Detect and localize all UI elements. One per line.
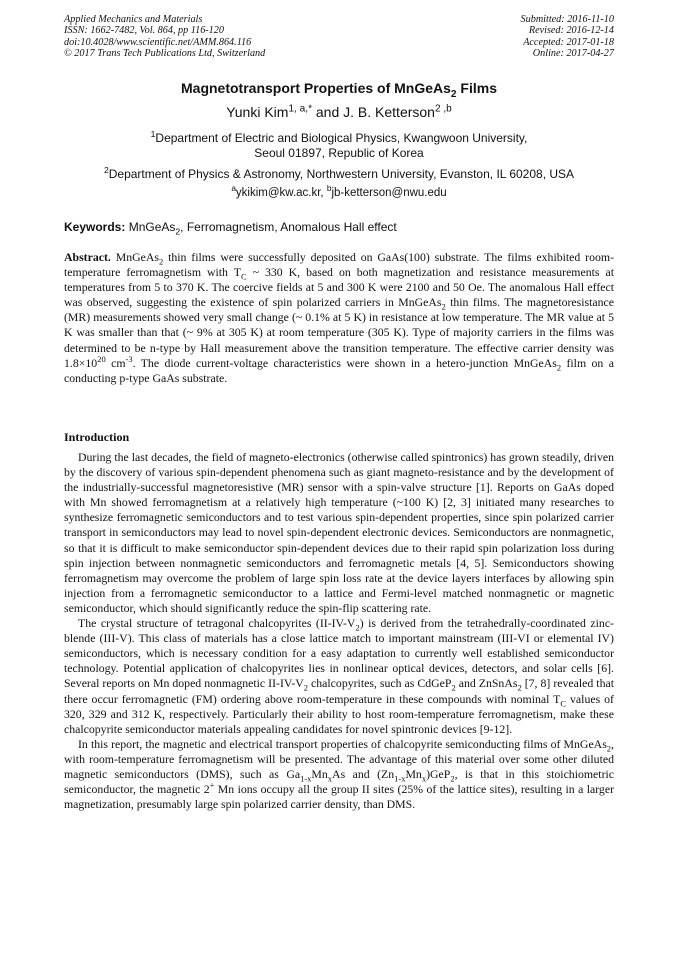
revised-date: Revised: 2016-12-14 [528, 25, 614, 37]
author-emails: $^a$ykikim@kw.ac.kr, $^b$jb-ketterson@nwu.edu [231, 184, 447, 199]
accepted-date: Accepted: 2017-01-18 [523, 36, 614, 48]
online-date: Online: 2017-04-27 [532, 48, 614, 60]
intro-paragraph-1: During the last decades, the field of magneto-electronics (otherwise called spintronics) has grown steadily, driven by the discovery of various spin-dependent phenomena such as giant magneto-resistance and by the development of the industrially-successful magnetoresistive (MR) sensor with a spin-valve structure [1]. Reports on GaAs doped with Mn showed ferromagnetism at a relatively high temperature (~100 K) [2, 3] initiated many researches to synthesize ferromagnetic semiconductors and to test various spin-dependent properties, since spin polarized carrier transport in semiconductors may lead to novel spin-dependent electronic devices. Semiconductors are nonmagnetic, so that it is difficult to make semiconductor spin-dependent devices due to their rapid spin polarization loss during spin injection between nonmagnetic semiconductors and ferromagnetic metals [4, 5]. Semiconductors showing ferromagnetism may overcome the problem of large spin loss rate at the device layers interfaces by allowing spin injection from a ferromagnetic semiconductor to a lattice and Fermi-level matched nonmagnetic or magnetic semiconductor, which should significantly reduce the spin-flip scattering rate. [64, 450, 614, 615]
section-heading-introduction: Introduction [64, 430, 130, 444]
introduction-body [64, 450, 614, 812]
journal-name: Applied Mechanics and Materials [64, 14, 203, 25]
publication-dates [521, 14, 614, 60]
intro-paragraph-2: The crystal structure of tetragonal chalcopyrites $(II-IV-V_2)$ is derived from the tetrahedrally-coordinated zinc-blende (III-V). This class of materials has a close lattice match to important mainstream (III-VI or elemental IV) semiconductors, which is necessary condition for a easy adaptation to currently well established semiconductor technology. Potential application of chalcopyrites lies in nonlinear optical devices, detectors, and solar cells [6]. Several reports on Mn doped nonmagnetic $II-IV-V_2$ chalcopyrites, such as CdGeP$_2$ and ZnSnAs$_2$ [7, 8] revealed that there occur ferromagnetic (FM) ordering above room-temperature in these compounds with nominal $T_C$ values of 320, 329 and 312 K, respectively. Particularly their ability to host room-temperature ferromagnetism, make these chalcopyrite semiconductor materials appealing candidates for novel spintronic devices [9-12]. [64, 616, 615, 736]
authors: Yunki Kim$^{1, a,*}$ and J. B. Ketterson$^{2 ,b}$ [226, 103, 452, 120]
doi: doi:10.4028/www.scientific.net/AMM.864.116 [64, 36, 252, 48]
abstract-label: Abstract. [64, 250, 111, 264]
issn: ISSN: 1662-7482, Vol. 864, pp 116-120 [64, 25, 224, 37]
intro-paragraph-3: In this report, the magnetic and electrical transport properties of chalcopyrite semiconducting films of MnGeAs$_2$, with room-temperature ferromagnetism will be presented. The advantage of this material over some other diluted magnetic semiconductors (DMS), such as $Ga_{1-x}Mn_xAs$ and $(Zn_{1-x}Mn_x)GeP_2$, is that in this stoichiometric semiconductor, the magnetic 2+ Mn ions occupy all the group II sites (25% of the lattice sites), resulting in a larger magnetization, presumably large spin polarized carrier density, than DMS. [64, 736, 615, 812]
affiliation-2: $^2$Department of Physics & Astronomy, Northwestern University, Evanston, IL 60208, USA [103, 165, 575, 181]
copyright: © 2017 Trans Tech Publications Ltd, Switzerland [64, 48, 266, 60]
keywords: Keywords: MnGeAs$_2$, Ferromagnetism, Anomalous Hall effect [64, 220, 397, 237]
paper-title: Magnetotransport Properties of MnGeAs$_2$ Films [181, 80, 497, 100]
abstract: Abstract. MnGeAs$_2$ thin films were successfully deposited on GaAs(100) substrate. The films exhibited room-temperature ferromagnetism with $T_C$ ~ 330 K, based on both magnetization and resistance measurements at temperatures from 5 to 370 K. The coercive fields at 5 and 300 K were 2100 and 50 Oe. The anomalous Hall effect was observed, suggesting the existence of spin polarized carriers in MnGeAs$_2$ thin films. The magnetoresistance (MR) measurements showed very small change (~ 0.1% at 5 K) in resistance at low temperature. The MR value at 5 K was smaller than that (~ 9% at 305 K) at room temperature (305 K). Type of majority carriers in the films was determined to be n-type by Hall measurement above the transition temperature. The effective carrier density was $1.8\times 10^{20}$ $cm^{-3}$. The diode current-voltage characteristics were shown in a hetero-junction MnGeAs$_2$ film on a conducting p-type GaAs substrate. [64, 250, 615, 385]
affiliation-1: $^1$Department of Electric and Biological Physics, Kwangwoon University, Seoul 01897, Republic of Korea [150, 129, 528, 160]
submitted-date: Submitted: 2016-11-10 [520, 14, 614, 25]
journal-info [64, 14, 265, 60]
